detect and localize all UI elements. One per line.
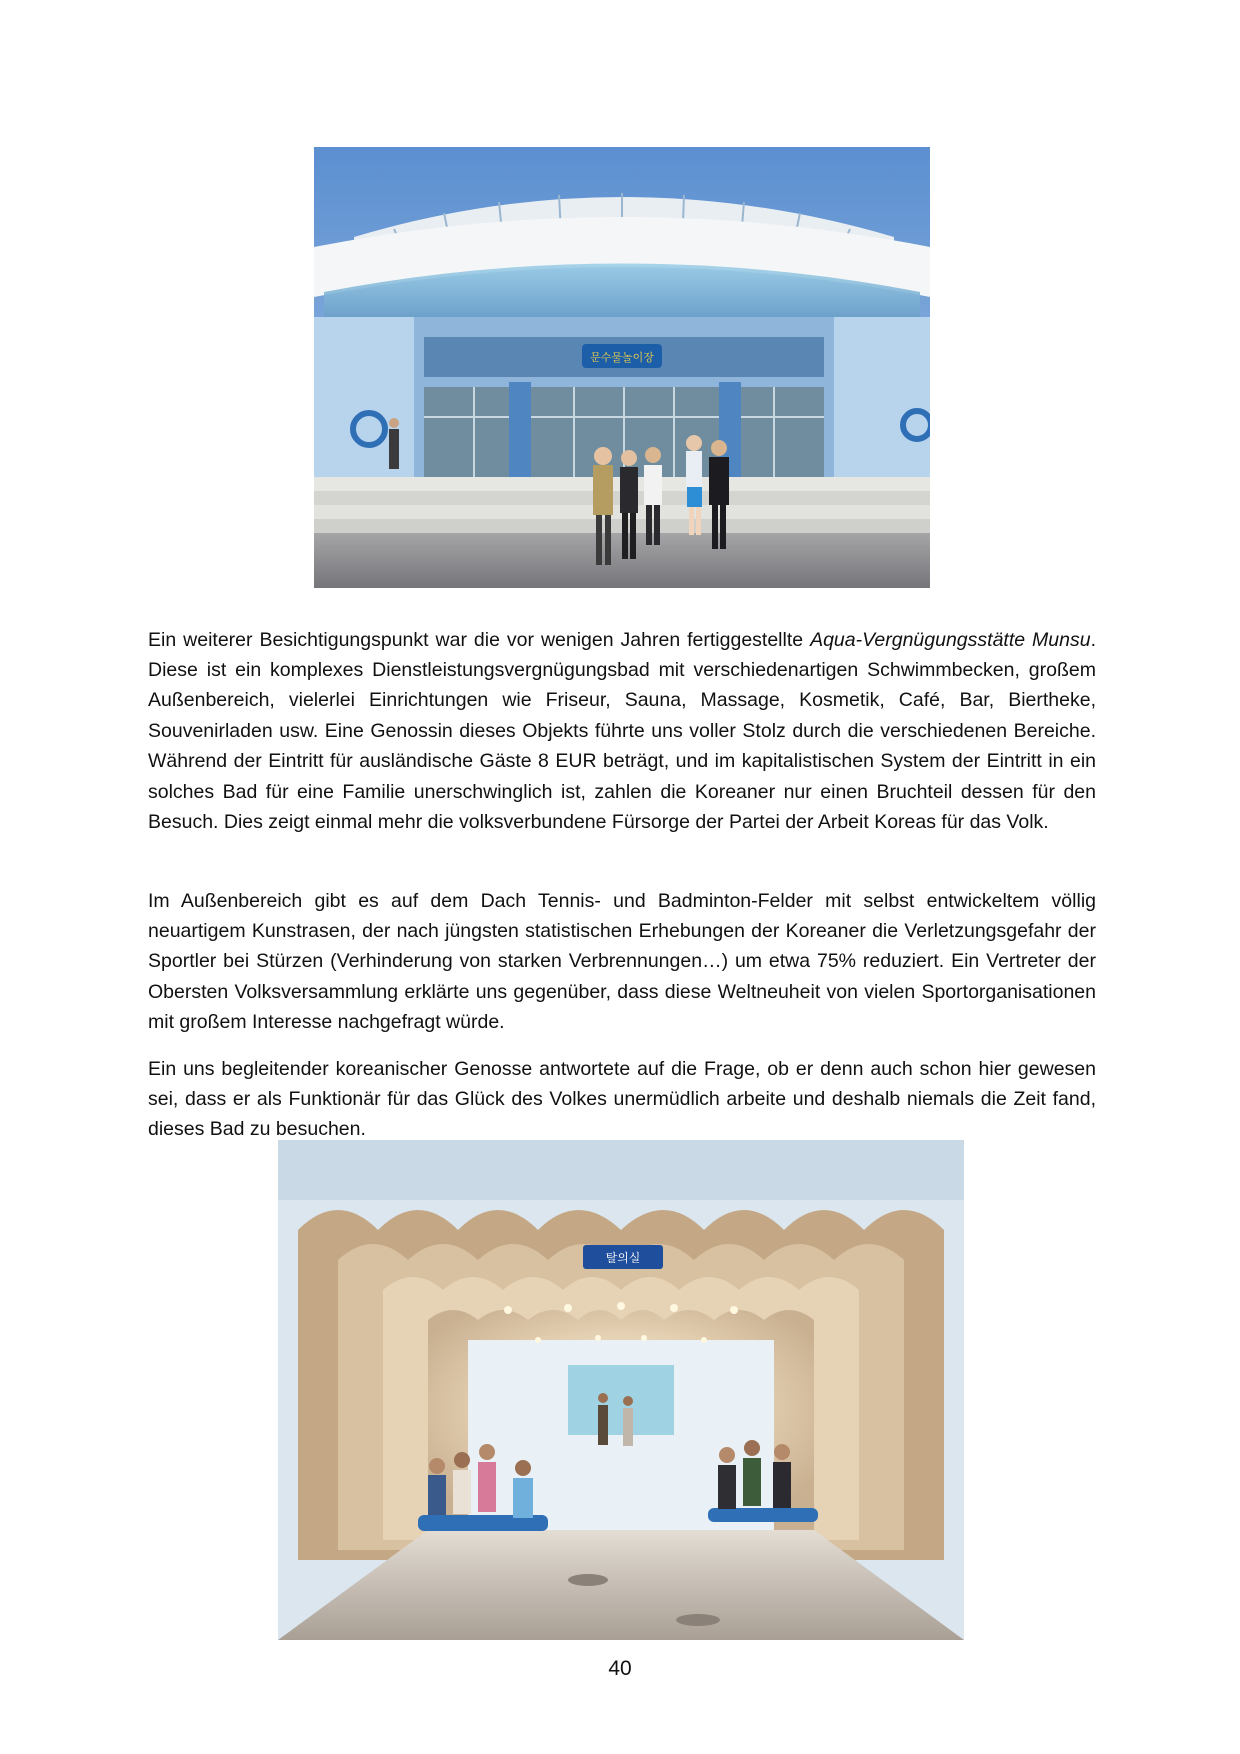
page-number: 40 xyxy=(608,1657,632,1680)
sign-text: 탈의실 xyxy=(605,1251,641,1265)
corridor-illustration xyxy=(278,1140,964,1640)
floor-drain xyxy=(568,1574,608,1586)
bench-right xyxy=(708,1508,818,1522)
sign-text: 문수물놀이장 xyxy=(590,351,654,364)
paragraph-outdoor-area: Im Außenbereich gibt es auf dem Dach Tennis- und Badminton-Felder mit selbst entwickeltem völlig neuartigem Kunstrasen, der nach jüngsten statistischen Erhebungen der Koreaner die Verletzungsgefahr der Sportler bei Stürzen (Verhinderung von starken Verbrennungen…) um etwa 75% reduziert. Ein Vertreter der Obersten Volksversammlung erklärte uns gegenüber, dass diese Weltneuheit von vielen Sportorganisationen mit großem Interesse nachgefragt würde. xyxy=(148,889,1096,1034)
paragraph-1-start: Ein weiterer Besichtigungspunkt war die vor wenigen Jahren fertiggestellte xyxy=(148,628,811,651)
photo-wavy-corridor xyxy=(278,1140,964,1640)
upper-wall xyxy=(278,1140,964,1200)
floor-drain xyxy=(676,1614,720,1626)
paragraph-comrade-answer: Ein uns begleitender koreanischer Genosse antwortete auf die Frage, ob er denn auch schon hier gewesen sei, dass er als Funktionär für das Glück des Volkes unermüdlich arbeite und deshalb niemals die Zeit fand, dieses Bad zu besuchen. xyxy=(148,1057,1096,1141)
entrance-illustration xyxy=(314,147,930,588)
paragraph-1-rest: . Diese ist ein komplexes Dienstleistungsvergnügungsbad mit verschiedenartigen Schwimmbecken, großem Außenbereich, vielerlei Einrichtungen wie Friseur, Sauna, Massage, Kosmetik, Café, Bar, Biertheke, Souvenirladen usw. Eine Genossin dieses Objekts führte uns voller Stolz durch die verschiedenen Bereiche. Während der Eintritt für ausländische Gäste 8 EUR beträgt, und im kapitalistischen System der Eintritt in ein solches Bad für eine Familie unerschwinglich ist, zahlen die Koreaner nur einen Bruchteil dessen für den Besuch. Dies zeigt einmal mehr die volksverbundene Fürsorge der Partei der Arbeit Koreas für das Volk. xyxy=(148,628,1097,833)
pillar-left xyxy=(509,382,531,487)
corridor-end xyxy=(568,1365,674,1435)
side-wall-right xyxy=(834,317,930,487)
photo-water-park-entrance xyxy=(314,147,930,588)
place-name-italic: Aqua-Vergnügungsstätte Munsu xyxy=(810,628,1091,651)
paragraph-munsu-intro xyxy=(148,625,1096,838)
